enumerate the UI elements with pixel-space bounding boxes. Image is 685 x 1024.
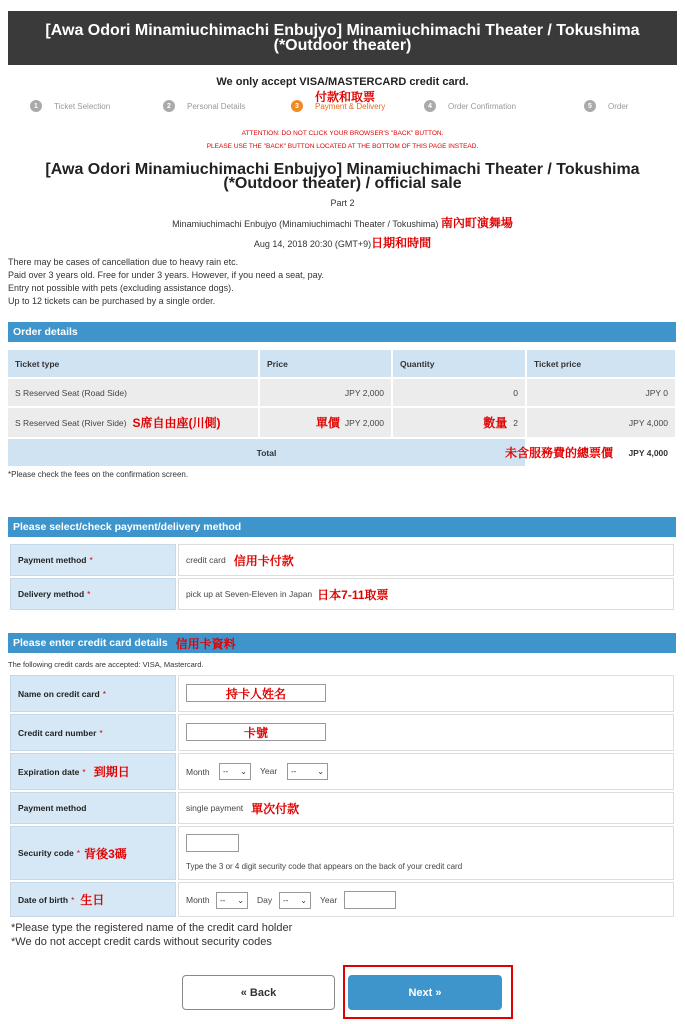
row2-type: S Reserved Seat (River Side) S席自由座(川側) — [8, 408, 258, 437]
total-annotation: 未含服務費的總票價 — [504, 446, 613, 460]
event-title: [Awa Odori Minamiuchimachi Enbujyo] Minamiuchimachi Theater / Tokushima (*Outdoor theater) / official sale — [45, 161, 640, 192]
payment-heading: Please select/check payment/delivery method — [8, 517, 676, 537]
dob-cell: Month — [178, 882, 674, 917]
payment-method-label: Payment method * — [10, 544, 176, 576]
security-help: Type the 3 or 4 digit security code that appears on the back of your credit card — [186, 862, 463, 871]
security-cell — [178, 826, 674, 880]
expiration-label: Expiration date * 到期日 — [10, 753, 176, 790]
event-part: Part 2 — [330, 198, 355, 208]
order-details-heading: Order details — [8, 322, 676, 342]
card-number-label: Credit card number * — [10, 714, 176, 751]
warning-line1: ATTENTION: DO NOT CLICK YOUR BROWSER'S "BACK" BUTTON. — [241, 130, 444, 137]
dob-year-input[interactable] — [344, 891, 396, 909]
row1-price: JPY 2,000 — [260, 379, 391, 406]
page-header — [8, 11, 677, 65]
row2-price: 單價 JPY 2,000 — [260, 408, 391, 437]
header-title-line1: [Awa Odori Minamiuchimachi Enbujyo] Minamiuchimachi Theater / Tokushima — [45, 22, 640, 39]
dob-year-label: Year — [320, 895, 338, 905]
card-name-input[interactable]: 持卡人姓名 — [186, 684, 326, 702]
chevron-down-icon: ⌄ — [240, 767, 247, 776]
row1-quantity: 0 — [393, 379, 525, 406]
row2-quantity: 數量 2 — [393, 408, 525, 437]
event-venue: Minamiuchimachi Enbujyo (Minamiuchimachi Theater / Tokushima) 南內町演舞場 — [172, 216, 513, 230]
event-datetime: Aug 14, 2018 20:30 (GMT+9)日期和時間 — [253, 236, 432, 250]
delivery-method-label: Delivery method * — [10, 578, 176, 610]
col-ticket-price: Ticket price — [527, 350, 675, 377]
chevron-down-icon: ⌄ — [300, 896, 307, 905]
col-price: Price — [260, 350, 391, 377]
event-info: There may be cases of cancellation due to heavy rain etc. Paid over 3 years old. Free for under 3 years. However, if you need a seat, pay. Entry not possible with pets (excluding assistance dogs). Up to 12 tickets can be purchased by a single order. — [8, 257, 325, 306]
step-order-confirmation: 4 Order Confirmation — [424, 100, 516, 112]
col-ticket-type: Ticket type — [8, 350, 258, 377]
dob-day-select[interactable]: -- ⌄ — [279, 892, 311, 909]
step-annotation: 付款和取票 — [315, 90, 376, 104]
row2-total: JPY 4,000 — [527, 408, 675, 437]
security-label: Security code * 背後3碼 — [10, 826, 176, 880]
visa-notice: We only accept VISA/MASTERCARD credit card. — [216, 76, 469, 88]
exp-month-select[interactable]: -- ⌄ — [219, 763, 251, 780]
paymethod-label: Payment method — [10, 792, 176, 824]
warning-line2: PLEASE USE THE "BACK" BUTTON LOCATED AT THE BOTTOM OF THIS PAGE INSTEAD. — [206, 143, 479, 150]
step-personal-details: 2 Personal Details — [163, 100, 245, 112]
card-number-input[interactable]: 卡號 — [186, 723, 326, 741]
card-heading: Please enter credit card details 信用卡資料 — [8, 633, 676, 653]
dob-month-select[interactable]: -- ⌄ — [216, 892, 248, 909]
total-label: Total — [8, 439, 525, 466]
dob-day-label: Day — [257, 895, 273, 905]
payment-method-value: credit card 信用卡付款 — [178, 544, 674, 576]
expiration-cell: Month — [178, 753, 674, 790]
chevron-down-icon: ⌄ — [317, 767, 324, 776]
dob-label: Date of birth * 生日 — [10, 882, 176, 917]
step-ticket-selection: 1 Ticket Selection — [30, 100, 110, 112]
total-value: JPY 4,000 — [628, 447, 668, 458]
security-code-input[interactable] — [186, 834, 239, 852]
progress-steps — [0, 100, 685, 118]
exp-year-select[interactable]: -- ⌄ — [287, 763, 328, 780]
step-order: 5 Order — [584, 100, 628, 112]
chevron-down-icon: ⌄ — [237, 896, 244, 905]
paymethod-value: single payment 單次付款 — [178, 792, 674, 824]
header-title-line2: (*Outdoor theater) — [273, 37, 412, 54]
exp-year-label: Year — [260, 766, 278, 776]
card-name-label: Name on credit card * — [10, 675, 176, 712]
back-button[interactable]: « Back — [182, 975, 335, 1010]
card-notes: *Please type the registered name of the credit card holder *We do not accept credit cards without security codes — [11, 922, 293, 948]
fees-note: *Please check the fees on the confirmation screen. — [8, 470, 189, 479]
row1-total: JPY 0 — [527, 379, 675, 406]
col-quantity: Quantity — [393, 350, 525, 377]
next-button[interactable]: Next » — [348, 975, 502, 1010]
delivery-method-value: pick up at Seven-Eleven in Japan 日本7-11取票 — [178, 578, 674, 610]
accepted-cards: The following credit cards are accepted: VISA, Mastercard. — [8, 660, 204, 669]
row1-type: S Reserved Seat (Road Side) — [8, 379, 258, 406]
step-payment-delivery: 3 Payment & Delivery — [291, 100, 385, 112]
